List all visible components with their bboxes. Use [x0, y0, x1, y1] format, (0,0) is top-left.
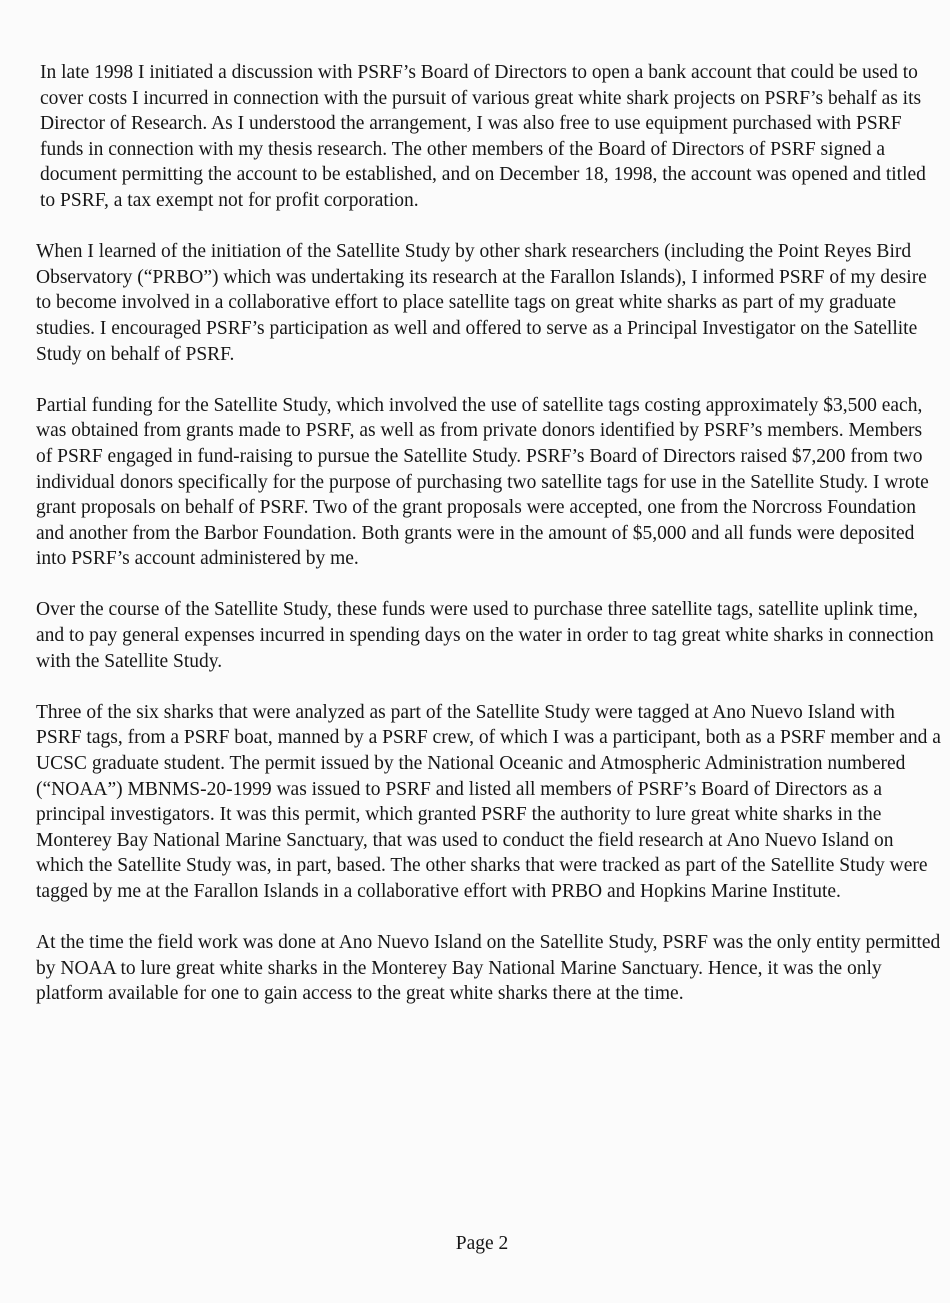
- paragraph-funding: Partial funding for the Satellite Study, which involved the use of satellite tags costing approximately $3,500 each, was obtained from grants made to PSRF, as well as from private donors identified by PSRF’s members. Members of PSRF engaged in fund-raising to pursue the Satellite Study. PSRF’s Board of Directors raised $7,200 from two individual donors specifically for the purpose of purchasing two satellite tags for use in the Satellite Study. I wrote grant proposals on behalf of PSRF. Two of the grant proposals were accepted, one from the Norcross Foundation and another from the Barbor Foundation. Both grants were in the amount of $5,000 and all funds were deposited into PSRF’s account administered by me.: [36, 394, 929, 570]
- document-body: [36, 60, 942, 1033]
- paragraph-fund-usage: Over the course of the Satellite Study, these funds were used to purchase three satellite tags, satellite uplink time, and to pay general expenses incurred in spending days on the water in order to tag great white sharks in connection with the Satellite Study.: [36, 599, 934, 672]
- paragraph-satellite-study-involvement: When I learned of the initiation of the Satellite Study by other shark researchers (including the Point Reyes Bird Observatory (“PRBO”) which was undertaking its research at the Farallon Islands), I informed PSRF of my desire to become involved in a collaborative effort to place satellite tags on great white sharks as part of my graduate studies. I encouraged PSRF’s participation as well and offered to serve as a Principal Investigator on the Satellite Study on behalf of PSRF.: [36, 241, 927, 365]
- page-number: Page 2: [455, 1233, 509, 1254]
- paragraph-noaa-platform: At the time the field work was done at Ano Nuevo Island on the Satellite Study, PSRF was the only entity permitted by NOAA to lure great white sharks in the Monterey Bay National Marine Sanctuary. Hence, it was the only platform available for one to gain access to the great white sharks there at the time.: [36, 932, 941, 1005]
- paragraph-tagging-permit: Three of the six sharks that were analyzed as part of the Satellite Study were tagged at Ano Nuevo Island with PSRF tags, from a PSRF boat, manned by a PSRF crew, of which I was a participant, both as a PSRF member and a UCSC graduate student. The permit issued by the National Oceanic and Atmospheric Administration numbered (“NOAA”) MBNMS-20-1999 was issued to PSRF and listed all members of PSRF’s Board of Directors as a principal investigators. It was this permit, which granted PSRF the authority to lure great white sharks in the Monterey Bay National Marine Sanctuary, that was used to conduct the field research at Ano Nuevo Island on which the Satellite Study was, in part, based. The other sharks that were tracked as part of the Satellite Study were tagged by me at the Farallon Islands in a collaborative effort with PRBO and Hopkins Marine Institute.: [36, 701, 941, 902]
- paragraph-bank-account: In late 1998 I initiated a discussion with PSRF’s Board of Directors to open a bank account that could be used to cover costs I incurred in connection with the pursuit of various great white shark projects on PSRF’s behalf as its Director of Research. As I understood the arrangement, I was also free to use equipment purchased with PSRF funds in connection with my thesis research. The other members of the Board of Directors of PSRF signed a document permitting the account to be established, and on December 18, 1998, the account was opened and titled to PSRF, a tax exempt not for profit corporation.: [40, 62, 926, 211]
